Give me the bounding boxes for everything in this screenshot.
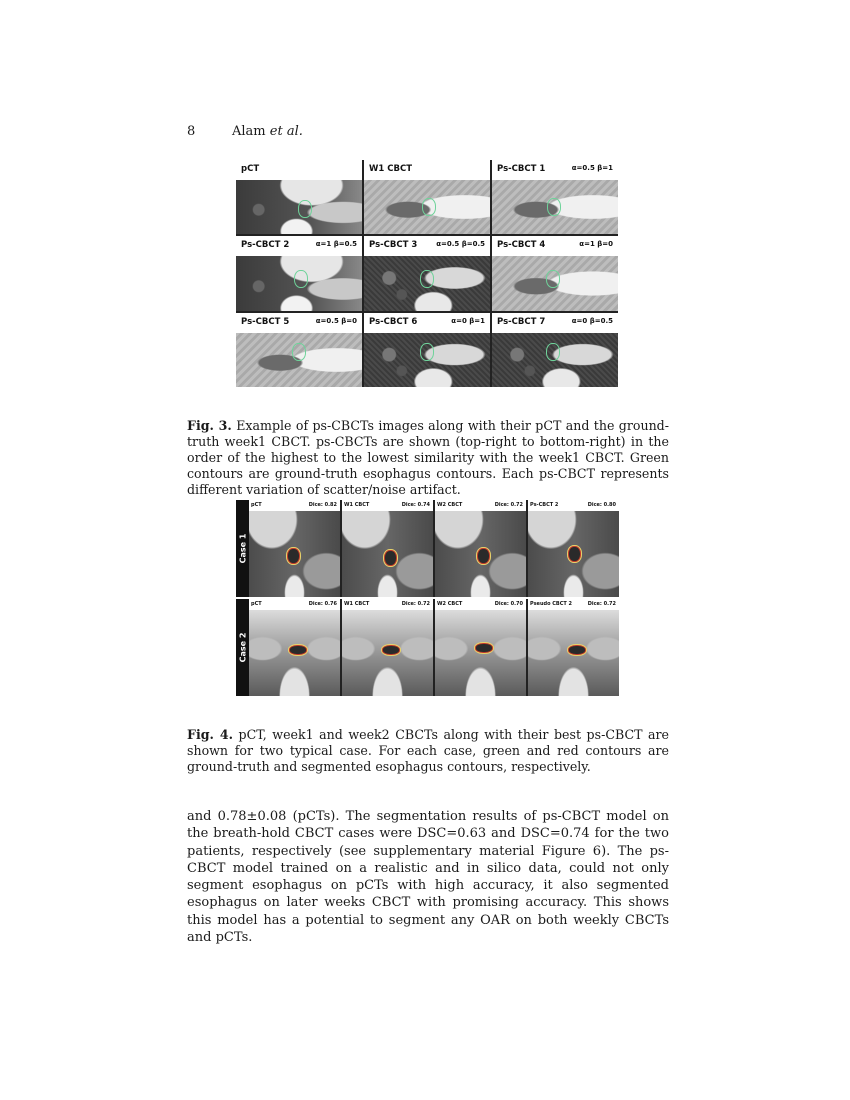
tile-label: Ps-CBCT 4: [497, 240, 546, 251]
figure-4-caption: [187, 727, 669, 775]
fig4-case2-tile-w2-cbct: [435, 599, 526, 696]
case-1-label: Case 1: [236, 500, 249, 597]
fig3-tile-ps-cbct-2: [236, 236, 362, 310]
fig3-tile-ps-cbct-6: [364, 313, 490, 387]
figure-3-caption: [187, 418, 669, 498]
fig4-case1-tile-w2-cbct: [435, 500, 526, 597]
tile-params: α=0.5 β=0.5: [436, 240, 485, 249]
tile-params: α=0.5 β=0: [315, 316, 357, 325]
caption-text: pCT, week1 and week2 CBCTs along with their best ps-CBCT are shown for two typical case. For each case, green and red contours are ground-truth and segmented esophagus contours, respectively.: [187, 727, 670, 774]
fig3-tile-ps-cbct-7: [492, 313, 618, 387]
tile-params: α=1 β=0: [579, 240, 613, 249]
tile-label: W1 CBCT: [369, 164, 413, 174]
fig4-case1-tile-pct: [249, 500, 340, 597]
fig3-tile-w1-cbct: [364, 160, 490, 234]
tile-label: Ps-CBCT 6: [369, 316, 418, 327]
fig4-case2-tile-pct: [249, 599, 340, 696]
dice-score: Dice: 0.76: [308, 601, 337, 607]
dice-score: Dice: 0.80: [587, 502, 616, 508]
tile-label: Ps-CBCT 5: [241, 316, 290, 327]
tile-params: α=0.5 β=1: [571, 164, 613, 172]
dice-score: Dice: 0.74: [401, 502, 430, 508]
fig4-case2-tile-pseudo-cbct-2: [528, 599, 619, 696]
tile-label: pCT: [251, 601, 262, 607]
tile-label: Ps-CBCT 1: [497, 164, 546, 174]
figure-3-grid: [236, 160, 618, 387]
tile-label: Ps-CBCT 2: [530, 502, 559, 508]
tile-label: Pseudo CBCT 2: [530, 601, 573, 607]
body-paragraph: and 0.78±0.08 (pCTs). The segmentation results of ps-CBCT model on the breath-hold CBCT cases were DSC=0.63 and DSC=0.74 for the two patients, respectively (see supplementary material Figure 6). The ps-CBCT model trained on a realistic and in silico data, could not only segment esophagus on pCTs with high accuracy, it also segmented esophagus on later weeks CBCT with promising accuracy. This shows this model has a potential to segment any OAR on both weekly CBCTs and pCTs.: [187, 809, 669, 946]
tile-label: Ps-CBCT 7: [497, 316, 546, 327]
dice-score: Dice: 0.72: [401, 601, 430, 607]
fig3-tile-ps-cbct-1: [492, 160, 618, 234]
caption-label: Fig. 3.: [187, 418, 232, 433]
page-number: 8: [187, 124, 196, 139]
tile-label: Ps-CBCT 3: [369, 240, 418, 251]
tile-params: α=0 β=0.5: [571, 316, 613, 325]
case-1-row: [249, 500, 619, 597]
caption-label: Fig. 4.: [187, 727, 233, 742]
dice-score: Dice: 0.70: [494, 601, 523, 607]
case-2-row: [249, 599, 619, 696]
tile-label: pCT: [251, 502, 262, 508]
dice-score: Dice: 0.72: [587, 601, 616, 607]
tile-label: W2 CBCT: [437, 601, 463, 607]
tile-params: α=0 β=1: [451, 316, 485, 325]
fig4-case1-tile-ps-cbct-2: [528, 500, 619, 597]
tile-label: W1 CBCT: [344, 502, 370, 508]
fig3-tile-pct: [236, 160, 362, 234]
figure-4: [236, 500, 619, 696]
fig3-tile-ps-cbct-4: [492, 236, 618, 310]
fig3-tile-ps-cbct-3: [364, 236, 490, 310]
tile-params: α=1 β=0.5: [315, 240, 357, 249]
tile-label: pCT: [241, 164, 260, 174]
dice-score: Dice: 0.82: [308, 502, 337, 508]
author-name: Alam et al.: [232, 124, 303, 139]
fig4-case2-tile-w1-cbct: [342, 599, 433, 696]
tile-label: W1 CBCT: [344, 601, 370, 607]
caption-text: Example of ps-CBCTs images along with their pCT and the ground-truth week1 CBCT. ps-CBCTs are shown (top-right to bottom-right) in the order of the highest to the lowest similarity with the week1 CBCT. Green contours are ground-truth esophagus contours. Each ps-CBCT represents different variation of scatter/noise artifact.: [187, 418, 669, 497]
tile-label: W2 CBCT: [437, 502, 463, 508]
case-2-label: Case 2: [236, 599, 249, 696]
fig3-tile-ps-cbct-5: [236, 313, 362, 387]
tile-label: Ps-CBCT 2: [241, 240, 290, 251]
dice-score: Dice: 0.72: [494, 502, 523, 508]
fig4-case1-tile-w1-cbct: [342, 500, 433, 597]
